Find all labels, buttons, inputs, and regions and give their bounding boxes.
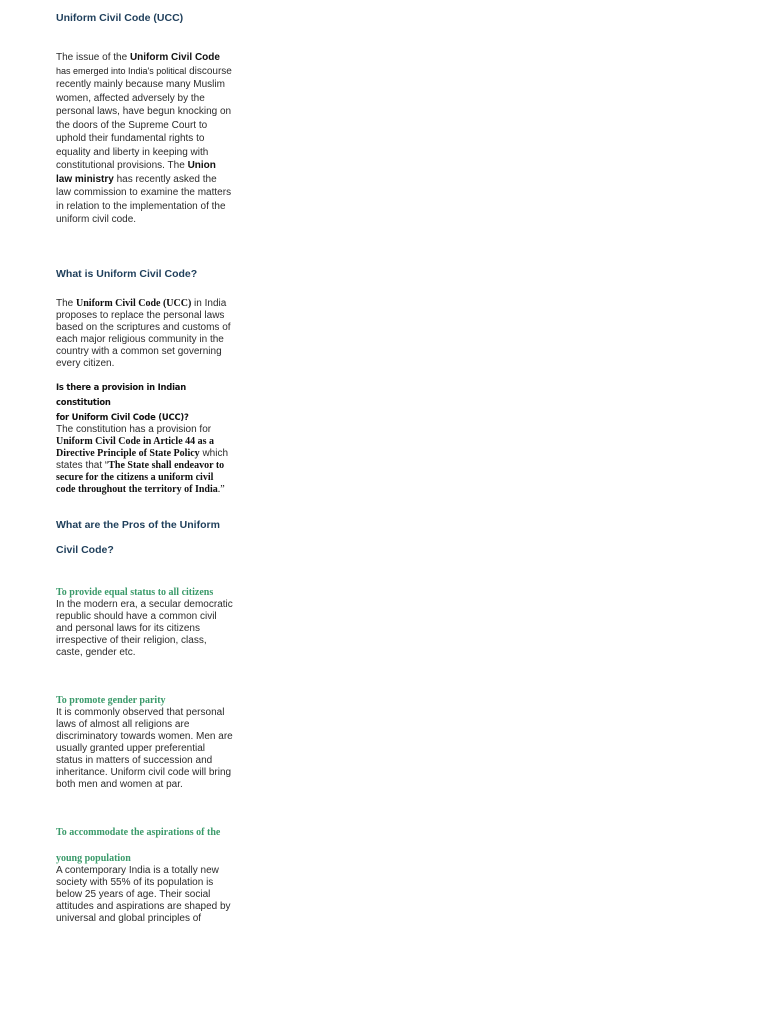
intro-text-1: The issue of the <box>56 52 130 63</box>
provision-text-3: .” <box>217 484 225 495</box>
provision-paragraph <box>56 424 234 496</box>
pros-heading-line-1: What are the Pros of the Uniform <box>56 519 220 531</box>
what-is-ucc-paragraph <box>56 298 234 370</box>
what-text-2: in India proposes to replace the personal laws based on the scriptures and customs of each major religious community in the country with a common set governing every citizen. <box>56 298 231 369</box>
pro-item-young-population <box>56 827 234 925</box>
intro-text-3: discourse recently mainly because many Muslim women, affected adversely by the personal laws, have begun knocking on the doors of the Supreme Court to uphold their fundamental rights to equality and liberty in keeping with constitutional provisions. The <box>56 65 232 171</box>
provision-bold-quote: The State shall endeavor to secure for the citizens a uniform civil code throughout the territory of India <box>56 460 225 495</box>
intro-paragraph <box>56 51 234 227</box>
provision-text-1: The constitution has a provision for <box>56 424 212 435</box>
what-is-ucc-heading: What is Uniform Civil Code? <box>56 268 198 280</box>
pro-text: It is commonly observed that personal laws of almost all religions are discriminatory towards women. Men are usually granted upper preferential status in matters of succession and inheritance. Uniform civil code will bring both men and women at par. <box>56 707 233 790</box>
pro-heading: To provide equal status to all citizens <box>56 587 214 598</box>
pro-heading: To promote gender parity <box>56 695 166 706</box>
provision-text-2: which states that “ <box>56 448 229 471</box>
pros-heading-line-2: Civil Code? <box>56 544 114 556</box>
provision-question <box>56 380 234 425</box>
what-text-1: The <box>56 298 77 309</box>
pro-heading-line-1: To accommodate the aspirations of the <box>56 827 221 838</box>
what-bold-ucc: Uniform Civil Code (UCC) <box>76 298 192 309</box>
pro-item-equal-status <box>56 587 234 659</box>
provision-bold-article: Uniform Civil Code in Article 44 as a Directive Principle of State Policy <box>56 436 215 459</box>
provision-question-line-2: for Uniform Civil Code (UCC)? <box>56 412 189 422</box>
intro-bold-ministry: Union law ministry <box>56 160 216 185</box>
pro-item-gender-parity <box>56 695 234 791</box>
pro-heading-line-2: young population <box>56 853 131 864</box>
intro-text-2: has emerged into India's political <box>56 65 187 76</box>
provision-question-line-1: Is there a provision in Indian constitution <box>56 382 186 407</box>
pros-heading <box>56 518 234 557</box>
pro-text: In the modern era, a secular democratic republic should have a common civil and personal laws for its citizens irrespective of their religion, class, caste, gender etc. <box>56 599 233 658</box>
intro-text-4: has recently asked the law commission to examine the matters in relation to the implementation of the uniform civil code. <box>56 173 232 225</box>
intro-bold-ucc: Uniform Civil Code <box>129 52 220 63</box>
page-title: Uniform Civil Code (UCC) <box>56 12 184 24</box>
pro-text: A contemporary India is a totally new society with 55% of its population is below 25 years of age. Their social attitudes and aspirations are shaped by universal and global principles of <box>56 865 231 924</box>
